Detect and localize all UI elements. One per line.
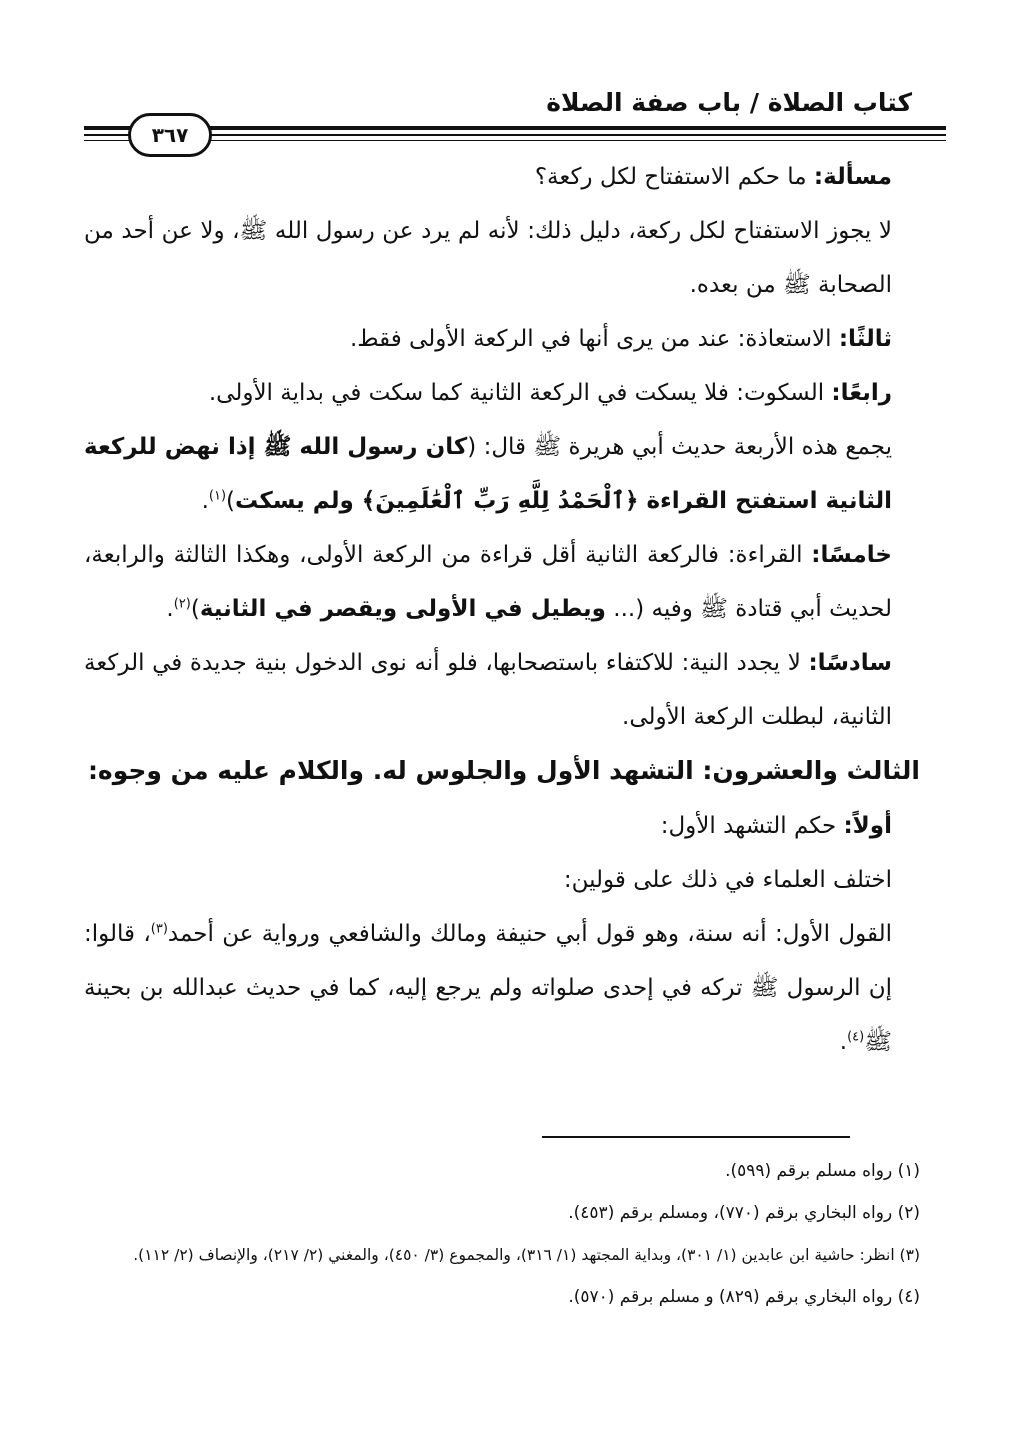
footnote-3: (٣) انظر: حاشية ابن عابدين (١/ ٣٠١)، وبداية المجتهد (١/ ٣١٦)، والمجموع (٣/ ٤٥٠)، والمغني (٢/ ٢١٧)، والإنصاف (٢/ ١١٢). [133, 1246, 920, 1264]
paragraph-question [84, 150, 920, 204]
running-header: كتاب الصلاة / باب صفة الصلاة [546, 88, 912, 117]
paragraph-first-opinion [84, 907, 920, 1069]
text: القراءة: فالركعة الثانية أقل قراءة من الركعة الأولى، وهكذا الثالثة والرابعة، لحديث أبي قتادة ﷺ وفيه (... [84, 542, 892, 622]
section-heading [84, 744, 920, 799]
footnote-1: (١) رواه مسلم برقم (٥٩٩). [725, 1161, 920, 1181]
footnote-ref[interactable]: (٢) [173, 596, 191, 612]
text: . [201, 488, 209, 514]
header-rule-hairline [84, 140, 946, 141]
heading-rest: والكلام عليه من وجوه: [87, 756, 373, 785]
paragraph-sixth [84, 636, 920, 744]
text: . [839, 1029, 848, 1055]
text: لا يجدد النية: للاكتفاء باستصحابها، فلو أنه نوى الدخول بنية جديدة في الركعة الثانية، لبطلت الركعة الأولى. [84, 650, 892, 730]
paragraph-first-point [84, 799, 920, 853]
footnote-ref[interactable]: (١) [208, 488, 227, 504]
text: حكم التشهد الأول: [660, 813, 844, 839]
label: خامسًا: [811, 542, 892, 568]
text: ، قالوا: إن الرسول ﷺ تركه في إحدى صلواته ولم يرجع إليه، كما في حديث عبدالله بن بحينة ﷺ [84, 921, 892, 1055]
text: ) [226, 488, 236, 514]
paragraph-disagreement [84, 853, 920, 907]
header-rule-thick [84, 126, 946, 130]
paragraph-answer [84, 204, 920, 312]
hadith-quote: كان رسول الله ﷺ إذا نهض للركعة الثانية استفتح القراءة ﴿ٱلْحَمْدُ لِلَّهِ رَبِّ ٱلْعَٰلَمِينَ﴾ ولم يسكت [84, 434, 892, 514]
text: اختلف العلماء في ذلك على قولين: [563, 867, 892, 893]
text: القول الأول: أنه سنة، وهو قول أبي حنيفة ومالك والشافعي ورواية عن أحمد [167, 921, 893, 947]
text: يجمع هذه الأربعة حديث أبي هريرة ﷺ قال: ( [467, 434, 892, 460]
text: . [166, 596, 174, 622]
text: الاستعاذة: عند من يرى أنها في الركعة الأولى فقط. [349, 326, 839, 352]
footnote-2: (٢) رواه البخاري برقم (٧٧٠)، ومسلم برقم (٤٥٣). [568, 1203, 920, 1223]
header-rule-thin [84, 134, 946, 136]
paragraph-hadith-abu-hurayrah [84, 420, 920, 528]
footnote-separator [542, 1136, 850, 1138]
text: السكوت: فلا يسكت في الركعة الثانية كما سكت في بداية الأولى. [208, 380, 832, 406]
main-text [84, 150, 920, 1069]
label: أولاً: [843, 813, 892, 839]
footnote-4: (٤) رواه البخاري برقم (٨٢٩) و مسلم برقم (٥٧٠). [568, 1287, 920, 1307]
footnotes [84, 1150, 920, 1318]
footnote-ref[interactable]: (٣) [150, 921, 168, 937]
hadith-quote: ويطيل في الأولى ويقصر في الثانية [199, 596, 606, 622]
label: ثالثًا: [838, 326, 892, 352]
page-number-text: ٣٦٧ [151, 123, 189, 147]
paragraph-third [84, 312, 920, 366]
footnote-ref[interactable]: (٤) [847, 1029, 865, 1045]
text: لا يجوز الاستفتاح لكل ركعة، دليل ذلك: لأنه لم يرد عن رسول الله ﷺ، ولا عن أحد من الصحابة ﷺ من بعده. [84, 218, 892, 298]
text: ما حكم الاستفتاح لكل ركعة؟ [534, 164, 814, 190]
label: سادسًا: [808, 650, 892, 676]
label: مسألة: [813, 164, 892, 190]
text: ) [190, 596, 200, 622]
paragraph-fifth [84, 528, 920, 636]
paragraph-fourth [84, 366, 920, 420]
heading-bold: الثالث والعشرون: التشهد الأول والجلوس له. [372, 756, 920, 785]
label: رابعًا: [831, 380, 892, 406]
